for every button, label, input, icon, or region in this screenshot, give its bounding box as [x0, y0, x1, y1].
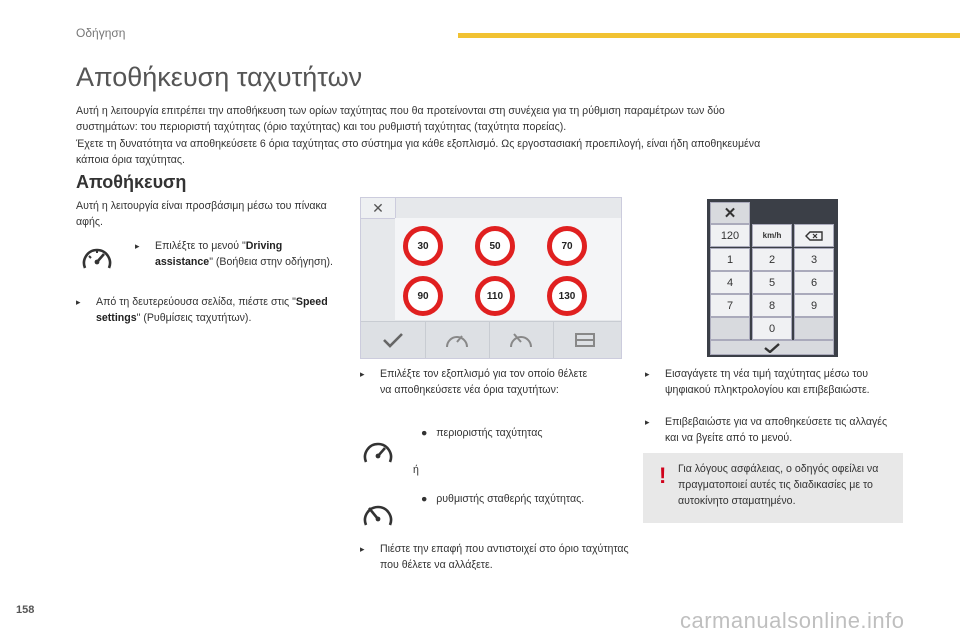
speed-unit-label: km/h — [752, 224, 792, 247]
speed-limiter-tab-icon[interactable] — [425, 322, 490, 358]
arrow-icon: ▸ — [360, 369, 365, 379]
page-number: 158 — [16, 604, 35, 616]
step-speed-settings: ▸ Από τη δευτερεύουσα σελίδα, πιέστε στις "Speed settings" (Ρυθμίσεις ταχυτήτων). — [76, 296, 328, 324]
arrow-icon: ▸ — [360, 544, 365, 554]
speed-value-display: 120 — [710, 224, 750, 247]
intro-paragraph — [76, 103, 906, 169]
access-text: Αυτή η λειτουργία είναι προσβάσιμη μέσω του πίνακα αφής. — [76, 200, 327, 228]
backspace-icon[interactable] — [794, 224, 834, 247]
header-section-label: Οδήγηση — [76, 26, 126, 40]
key-2[interactable]: 2 — [752, 248, 792, 271]
speed-presets-screen — [360, 197, 622, 359]
key-8[interactable]: 8 — [752, 294, 792, 317]
key-blank-right — [794, 317, 834, 340]
arrow-icon: ▸ — [645, 369, 650, 379]
speed-preset-110[interactable]: 110 — [475, 276, 515, 316]
screen-bottom-bar — [361, 321, 621, 358]
key-7[interactable]: 7 — [710, 294, 750, 317]
key-6[interactable]: 6 — [794, 271, 834, 294]
step-select-menu: ▸ Επιλέξτε το μενού "Driving assistance" (Βοήθεια στην οδήγηση). — [135, 240, 333, 268]
option-cruise-control: ● ρυθμιστής σταθερής ταχύτητας. — [421, 493, 585, 505]
cruise-control-icon — [361, 498, 395, 537]
speed-preset-50[interactable]: 50 — [475, 226, 515, 266]
step-press-speed: ▸ Πιέστε την επαφή που αντιστοιχεί στο όριο ταχύτητας που θέλετε να αλλάξετε. — [360, 543, 629, 571]
watermark: carmanualsonline.info — [680, 608, 905, 633]
speed-limiter-icon — [361, 437, 395, 476]
warning-exclamation-icon: ! — [659, 463, 667, 488]
section-heading: Αποθήκευση — [76, 172, 187, 192]
driving-assistance-icon — [80, 243, 114, 282]
key-1[interactable]: 1 — [710, 248, 750, 271]
arrow-icon: ▸ — [76, 297, 81, 307]
key-5[interactable]: 5 — [752, 271, 792, 294]
speed-preset-30[interactable]: 30 — [403, 226, 443, 266]
step-confirm-save: ▸ Επιβεβαιώστε για να αποθηκεύσετε τις αλλαγές και να βγείτε από το μενού. — [645, 416, 888, 444]
close-icon[interactable]: ✕ — [710, 202, 750, 224]
arrow-icon: ▸ — [645, 417, 650, 427]
arrow-icon: ▸ — [135, 241, 140, 251]
option-speed-limiter: ● περιοριστής ταχύτητας — [421, 427, 543, 439]
key-0[interactable]: 0 — [752, 317, 792, 340]
page-title: Αποθήκευση ταχυτήτων — [76, 62, 363, 92]
step-select-equipment: ▸ Επιλέξτε τον εξοπλισμό για τον οποίο θέλετε να αποθηκεύσετε νέα όρια ταχυτήτων: — [360, 368, 588, 396]
cruise-control-tab-icon[interactable] — [489, 322, 554, 358]
close-icon[interactable]: ✕ — [361, 198, 396, 219]
warning-text: Για λόγους ασφάλειας, ο οδηγός οφείλει να πραγματοποιεί αυτές τις διαδικασίες με το αυτοκίνητο σταματημένο. — [678, 463, 879, 507]
speed-preset-90[interactable]: 90 — [403, 276, 443, 316]
safety-warning-box — [643, 453, 903, 523]
keypad-screen — [707, 199, 838, 357]
key-3[interactable]: 3 — [794, 248, 834, 271]
step-enter-value: ▸ Εισαγάγετε τη νέα τιμή ταχύτητας μέσω του ψηφιακού πληκτρολογίου και επιβεβαιώστε. — [645, 368, 870, 396]
confirm-check-icon[interactable] — [710, 340, 834, 355]
key-4[interactable]: 4 — [710, 271, 750, 294]
intro-line: κάποια όρια ταχύτητας. — [76, 154, 185, 167]
intro-line: Αυτή η λειτουργία επιτρέπει την αποθήκευση των ορίων ταχύτητας που θα προτείνονται στη συνέχεια για τη ρύθμιση παραμέτρων των δύο — [76, 105, 725, 117]
intro-line: Έχετε τη δυνατότητα να αποθηκεύσετε 6 όρια ταχύτητας στο σύστημα για κάθε εξοπλισμό. Ως εργοστασιακή προεπιλογή, είναι ήδη αποθηκευμένα — [76, 137, 761, 150]
speed-memory-tab-icon[interactable] — [553, 322, 617, 358]
speed-preset-70[interactable]: 70 — [547, 226, 587, 266]
header-accent-bar — [458, 33, 960, 38]
key-blank-left — [710, 317, 750, 340]
or-text: ή — [413, 464, 419, 476]
speed-preset-130[interactable]: 130 — [547, 276, 587, 316]
intro-line: συστημάτων: του περιοριστή ταχύτητας (όριο ταχύτητας) και του ρυθμιστή ταχύτητας (ταχύτητα πορείας). — [76, 121, 567, 134]
confirm-check-icon[interactable] — [361, 322, 426, 358]
key-9[interactable]: 9 — [794, 294, 834, 317]
